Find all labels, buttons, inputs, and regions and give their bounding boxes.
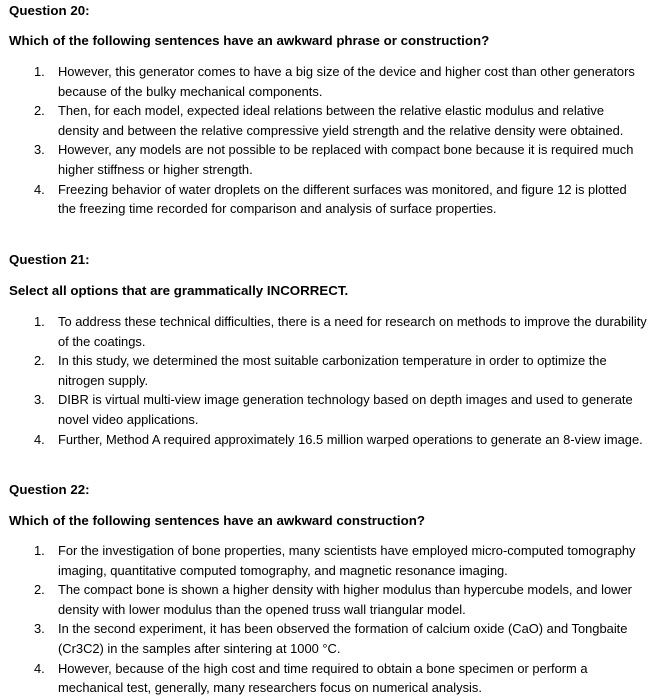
option-item: [0, 312, 648, 351]
option-item: [0, 351, 648, 390]
option-number: 2.: [34, 582, 45, 598]
option-number: 2.: [34, 103, 45, 119]
option-number: 4.: [34, 660, 45, 676]
question-21-title: Question 21:: [9, 252, 90, 267]
option-number: 1.: [34, 64, 45, 79]
option-text: In the second experiment, it has been observed the formation of calcium oxide (CaO) and Tongbaite (Cr3C2) in the samples after sintering at 1000 °C.: [58, 621, 628, 656]
question-22-prompt: Which of the following sentences have an awkward construction?: [9, 513, 425, 528]
option-item: [0, 180, 648, 219]
option-item: [0, 619, 648, 658]
question-21-prompt: Select all options that are grammatically INCORRECT.: [9, 283, 349, 298]
option-item: [0, 101, 648, 140]
option-item: [0, 580, 648, 619]
option-item: [0, 140, 648, 179]
option-number: 3.: [34, 392, 45, 408]
option-number: 1.: [34, 314, 45, 329]
option-text: For the investigation of bone properties, many scientists have employed micro-computed tomography imaging, quantitative computed tomography, and magnetic resonance imaging.: [58, 543, 636, 578]
question-22-title: Question 22:: [9, 482, 90, 497]
option-item: [0, 541, 648, 580]
option-number: 4.: [34, 431, 45, 447]
option-text: Freezing behavior of water droplets on the different surfaces was monitored, and figure 12 is plotted the freezing time recorded for comparison and analysis of surface properties.: [58, 181, 627, 217]
option-text: However, this generator comes to have a big size of the device and higher cost than other generators because of the bulky mechanical components.: [58, 64, 635, 99]
option-item: [0, 430, 648, 450]
option-text: To address these technical difficulties, there is a need for research on methods to improve the durability of the coatings.: [58, 314, 647, 349]
option-text: However, any models are not possible to be replaced with compact bone because it is required much higher stiffness or higher strength.: [58, 142, 634, 177]
option-text: Further, Method A required approximately 16.5 million warped operations to generate an 8-view image.: [58, 431, 643, 447]
question-21-options: [0, 312, 648, 449]
option-item: [0, 62, 648, 101]
option-text: However, because of the high cost and time required to obtain a bone specimen or perform a mechanical test, generally, many researchers focus on numerical analysis.: [58, 660, 588, 696]
option-text: DIBR is virtual multi-view image generation technology based on depth images and used to generate novel video applications.: [58, 392, 633, 427]
option-number: 3.: [34, 142, 45, 158]
question-22-options: [0, 541, 648, 698]
option-text: The compact bone is shown a higher density with higher modulus than hypercube models, and lower density with lower modulus than the opened truss wall triangular model.: [58, 582, 632, 617]
option-text: Then, for each model, expected ideal relations between the relative elastic modulus and relative density and between the relative compressive yield strength and the relative density were obtained.: [58, 103, 624, 138]
option-text: In this study, we determined the most suitable carbonization temperature in order to optimize the nitrogen supply.: [58, 353, 607, 388]
option-item: [0, 390, 648, 429]
option-item: [0, 659, 648, 698]
option-number: 2.: [34, 353, 45, 369]
question-20-title: Question 20:: [9, 3, 90, 18]
option-number: 4.: [34, 181, 45, 197]
option-number: 1.: [34, 543, 45, 558]
option-number: 3.: [34, 621, 45, 637]
question-20-prompt: Which of the following sentences have an awkward phrase or construction?: [9, 33, 490, 48]
question-20-options: [0, 62, 648, 219]
